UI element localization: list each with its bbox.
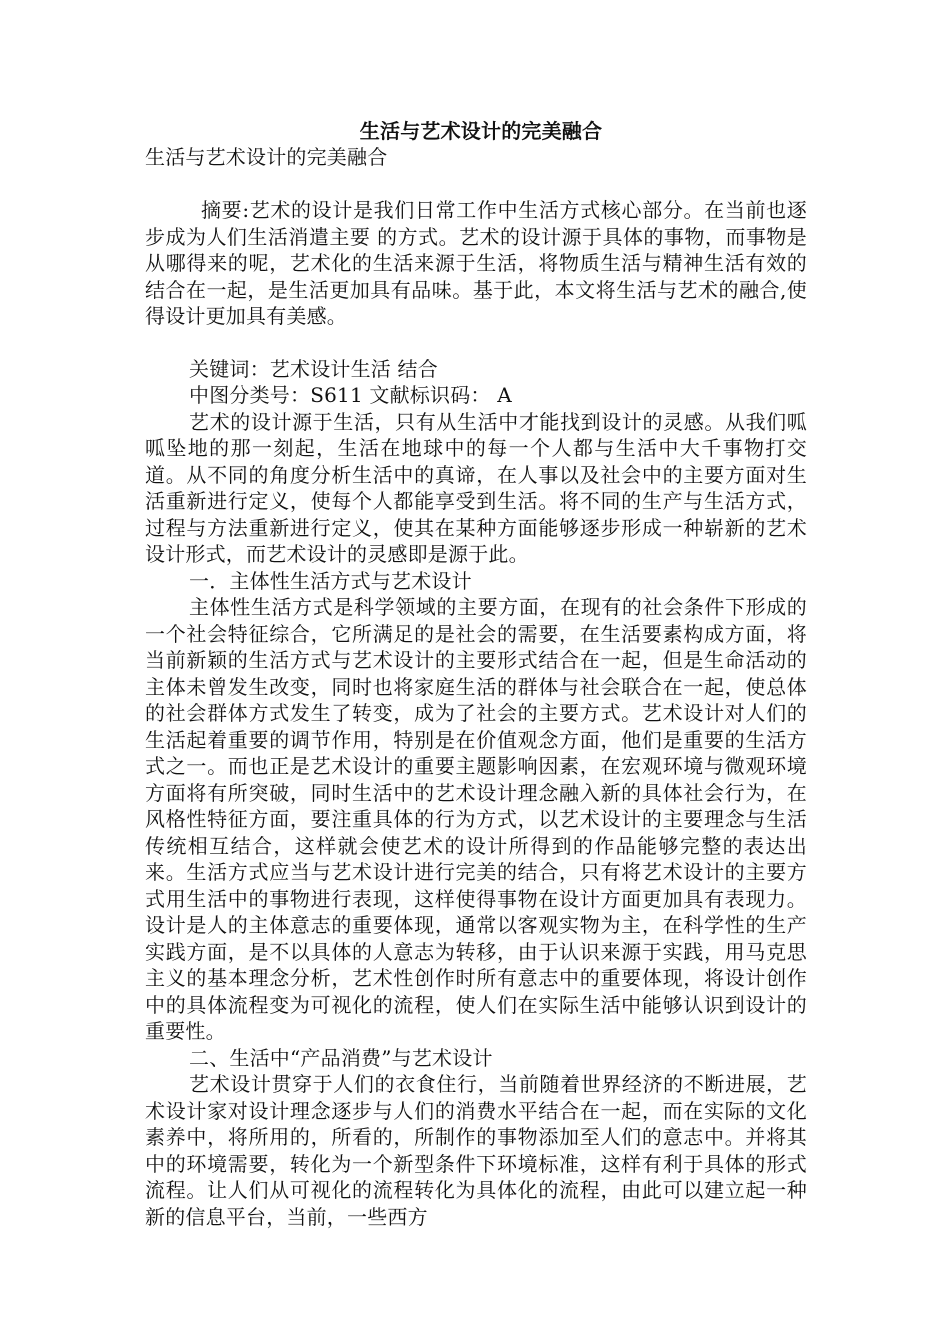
abstract-paragraph: 摘要:艺术的设计是我们日常工作中生活方式核心部分。在当前也逐步成为人们生活消遣主要 的方式。艺术的设计源于具体的事物，而事物是从哪得来的呢，艺术化的生活来源于生活，将物质生活与精神生活有效的结合在一起，是生活更加具有品味。基于此，本文将生活与艺术的融合,使得设计更加具有美感。 <box>145 198 807 328</box>
section-1-heading: 一．主体性生活方式与艺术设计 <box>189 568 472 593</box>
section-2-body: 艺术设计贯穿于人们的衣食住行，当前随着世界经济的不断进展，艺术设计家对设计理念逐步与人们的消费水平结合在一起，而在实际的文化素养中，将所用的，所看的，所制作的事物添加至人们的意志中。并将其中的环境需要，转化为一个新型条件下环境标准，这样有利于具体的形式流程。让人们从可视化的流程转化为具体化的流程，由此可以建立起一种新的信息平台，当前，一些西方 <box>145 1072 807 1229</box>
document-title: 生活与艺术设计的完美融合 <box>359 119 603 143</box>
intro-paragraph: 艺术的设计源于生活，只有从生活中才能找到设计的灵感。从我们呱呱坠地的那一刻起，生活在地球中的每一个人都与生活中大千事物打交道。从不同的角度分析生活中的真谛，在人事以及社会中的主要方面对生活重新进行定义，使每个人都能享受到生活。将不同的生产与生活方式，过程与方法重新进行定义，使其在某种方面能够逐步形成一种崭新的艺术设计形式，而艺术设计的灵感即是源于此。 <box>145 409 807 566</box>
classification-line: 中图分类号：S611 文献标识码： A <box>189 383 512 407</box>
document-subtitle: 生活与艺术设计的完美融合 <box>145 145 388 169</box>
keywords-line: 关键词：艺术设计生活 结合 <box>189 356 438 381</box>
section-1-body: 主体性生活方式是科学领域的主要方面，在现有的社会条件下形成的一个社会特征综合，它所满足的是社会的需要，在生活要素构成方面，将当前新颖的生活方式与艺术设计的主要形式结合在一起，但是生命活动的主体未曾发生改变，同时也将家庭生活的群体与社会联合在一起，使总体的社会群体方式发生了转变，成为了社会的主要方式。艺术设计对人们的生活起着重要的调节作用，特别是在价值观念方面，他们是重要的生活方式之一。而也正是艺术设计的重要主题影响因素，在宏观环境与微观环境方面将有所突破，同时生活中的艺术设计理念融入新的具体社会行为，在风格性特征方面，要注重具体的行为方式，以艺术设计的主要理念与生活传统相互结合，这样就会使艺术的设计所得到的作品能够完整的表达出来。生活方式应当与艺术设计进行完美的结合，只有将艺术设计的主要方式用生活中的事物进行表现，这样使得事物在设计方面更加具有表现力。设计是人的主体意志的重要体现，通常以客观实物为主，在科学性的生产实践方面，是不以具体的人意志为转移，由于认识来源于实践，用马克思主义的基本理念分析，艺术性创作时所有意志中的重要体现，将设计创作中的具体流程变为可视化的流程，使人们在实际生活中能够认识到设计的重要性。 <box>145 595 807 1043</box>
section-2-heading: 二、生活中“产品消费”与艺术设计 <box>189 1045 493 1070</box>
